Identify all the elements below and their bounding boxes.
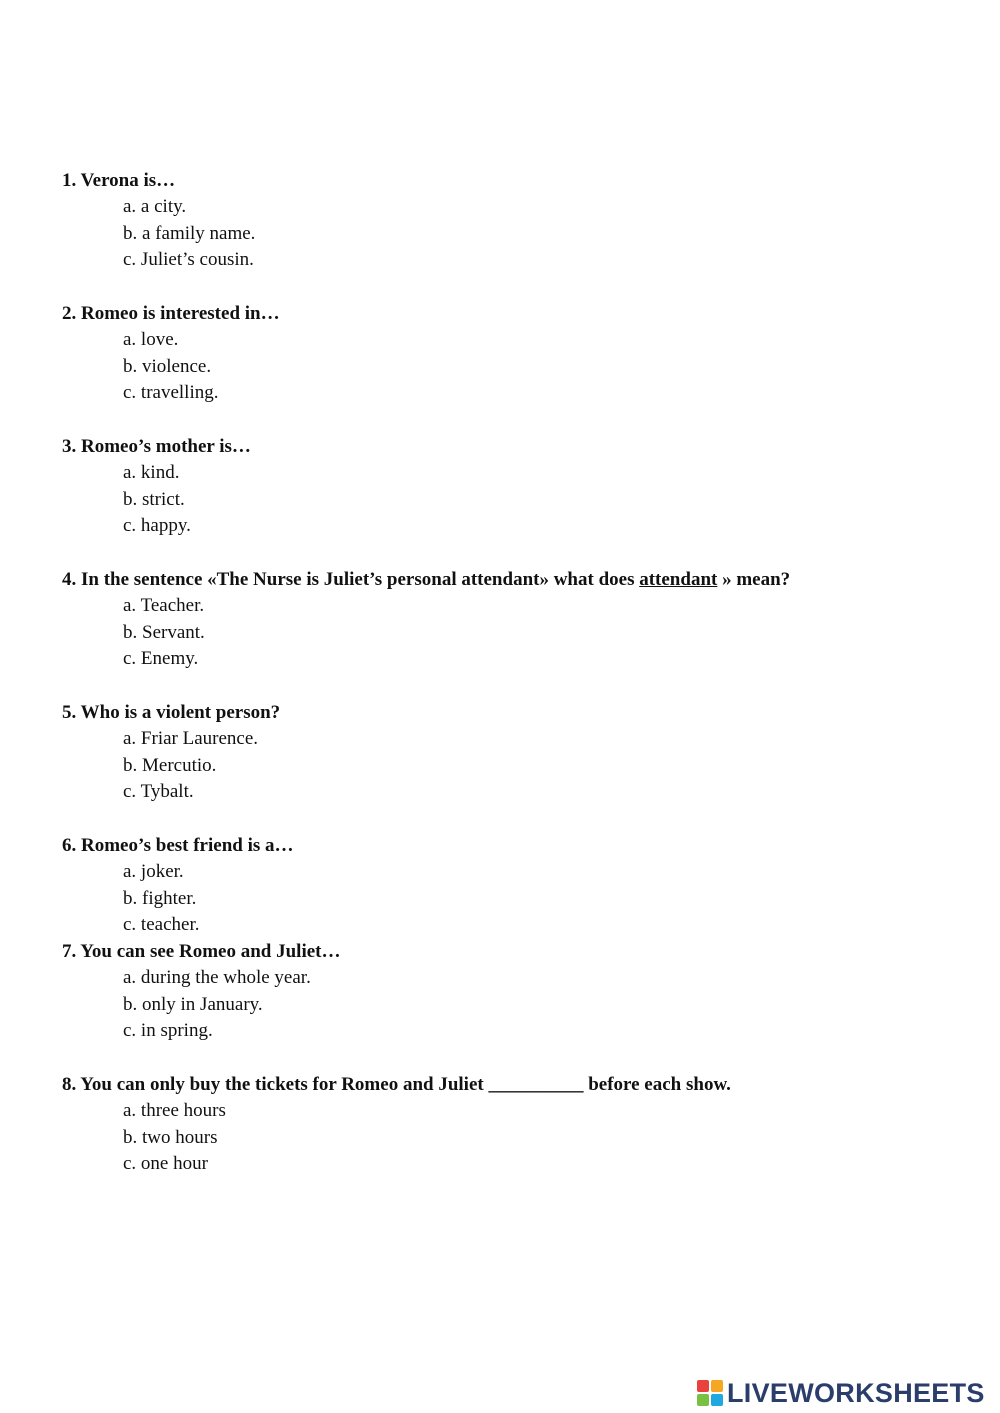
question-7 bbox=[62, 939, 341, 1045]
option-b: b. fighter. bbox=[123, 887, 197, 909]
question-3 bbox=[62, 434, 251, 540]
question-text: 3. Romeo’s mother is… bbox=[62, 436, 251, 457]
question-text-end: » mean? bbox=[717, 569, 791, 590]
option-a: a. three hours bbox=[123, 1100, 226, 1121]
option-c: c. travelling. bbox=[123, 382, 219, 404]
option-a: a. during the whole year. bbox=[123, 967, 311, 988]
option-b: b. strict. bbox=[123, 488, 185, 510]
question-4 bbox=[62, 567, 790, 673]
question-2 bbox=[62, 301, 280, 407]
question-5 bbox=[62, 700, 280, 806]
liveworksheets-logo-icon bbox=[697, 1380, 723, 1406]
option-b: b. violence. bbox=[123, 355, 212, 377]
option-a: a. Friar Laurence. bbox=[123, 728, 259, 749]
question-text-start: 4. In the sentence «The Nurse is Juliet’s personal attendant» what does bbox=[62, 569, 640, 590]
question-text bbox=[62, 567, 790, 593]
option-c: c. in spring. bbox=[123, 1020, 213, 1042]
option-b: b. only in January. bbox=[123, 993, 263, 1015]
option-c: c. Tybalt. bbox=[123, 781, 194, 803]
question-text: 6. Romeo’s best friend is a… bbox=[62, 835, 294, 856]
underlined-word: attendant bbox=[639, 569, 718, 590]
option-b: b. Mercutio. bbox=[123, 754, 217, 776]
question-text: 2. Romeo is interested in… bbox=[62, 303, 280, 324]
option-a: a. Teacher. bbox=[123, 595, 205, 616]
option-b: b. a family name. bbox=[123, 222, 256, 244]
logo-text: LIVEWORKSHEETS bbox=[727, 1377, 985, 1408]
question-8 bbox=[62, 1072, 731, 1178]
option-c: c. one hour bbox=[123, 1153, 208, 1175]
option-a: a. love. bbox=[123, 329, 179, 350]
liveworksheets-logo bbox=[697, 1377, 985, 1409]
option-a: a. kind. bbox=[123, 462, 180, 483]
option-c: c. teacher. bbox=[123, 914, 200, 936]
question-text: 8. You can only buy the tickets for Romeo and Juliet __________ before each show. bbox=[62, 1074, 731, 1095]
question-6 bbox=[62, 833, 294, 939]
option-a: a. joker. bbox=[123, 861, 184, 882]
option-b: b. Servant. bbox=[123, 621, 205, 643]
logo-square-3 bbox=[697, 1394, 709, 1406]
option-c: c. Juliet’s cousin. bbox=[123, 249, 254, 271]
question-text: 1. Verona is… bbox=[62, 170, 176, 191]
question-1 bbox=[62, 168, 255, 274]
logo-square-2 bbox=[711, 1380, 723, 1392]
option-a: a. a city. bbox=[123, 196, 187, 217]
logo-square-1 bbox=[697, 1380, 709, 1392]
logo-square-4 bbox=[711, 1394, 723, 1406]
option-c: c. happy. bbox=[123, 515, 191, 537]
question-text: 5. Who is a violent person? bbox=[62, 702, 281, 723]
question-text: 7. You can see Romeo and Juliet… bbox=[62, 941, 341, 962]
option-c: c. Enemy. bbox=[123, 648, 199, 670]
option-b: b. two hours bbox=[123, 1126, 218, 1148]
